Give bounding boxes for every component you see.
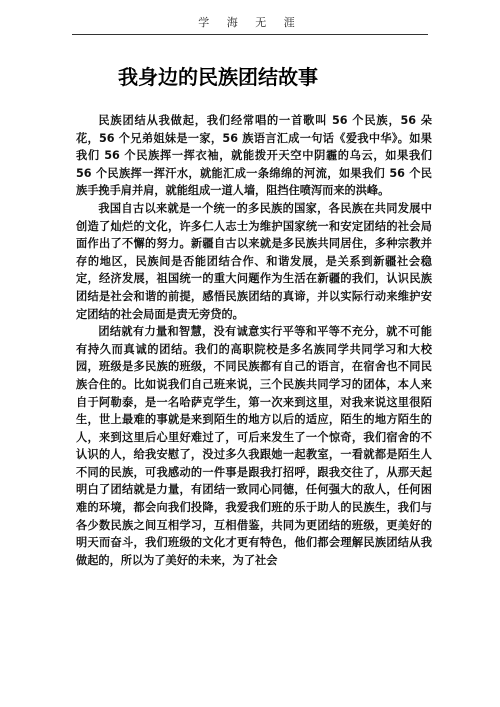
header-rule — [72, 34, 428, 35]
paragraph-2: 我国自古以来就是一个统一的多民族的国家，各民族在共同发展中创造了灿烂的文化，许多仁人志士为维护国家统一和安定团结的社会局面作出了不懈的努力。新疆自古以来就是多民族共同居住，多种宗教并存的地区，民族间是否能团结合作、和谐发展，是关系到新疆社会稳定，经济发展，祖国统一的重大问题作为生活在新疆的我们，认识民族团结是社会和谐的前提，感悟民族团结的真谛，并以实际行动来维护安定团结的社会局面是责无旁贷的。 — [76, 201, 432, 321]
document-title: 我身边的民族团结故事 — [118, 65, 318, 89]
paragraph-3: 团结就有力量和智慧，没有诚意实行平等和平等不充分，就不可能有持久而真诚的团结。我们的高职院校是多名族同学共同学习和大校园，班级是多民族的班级，不同民族都有自己的语言，在宿舍也不同民族合住的。比如说我们自己班来说，三个民族共同学习的团体，本人来自于阿勒泰，是一名哈萨克学生，第一次来到这里，对我来说这里很陌生，世上最难的事就是来到陌生的地方以后的适应，陌生的地方陌生的人，来到这里后心里好难过了，可后来发生了一个惊奇，我们宿舍的不认识的人，给我安慰了，没过多久我跟她一起教室，一看就都是陌生人不同的民族，可我感动的一件事是跟我打招呼，跟我交往了，从那天起明白了团结就是力量，有团结一致同心同德，任何强大的敌人，任何困难的环境，都会向我们投降，我爱我们班的乐于助人的民族生，我们与各少数民族之间互相学习，互相借鉴，共同为更团结的班级，更美好的明天而奋斗，我们班级的文化才更有特色，他们都会理解民族团结从我做起的，所以为了美好的未来，为了社会 — [76, 325, 432, 567]
paragraph-1: 民族团结从我做起，我们经常唱的一首歌叫 56 个民族，56 朵花，56 个兄弟姐妹是一家，56 族语言汇成一句话《爱我中华》。如果我们 56 个民族挥一挥衣袖，就能拨开天空中阴霾的乌云，如果我们 56 个民族挥一挥汗水，就能汇成一条绵绵的河流，如果我们 56 个民族手挽手肩并肩，就能组成一道人墙，阻挡住喷泻而来的洪峰。 — [76, 114, 432, 198]
document-body — [76, 112, 432, 569]
page-header: 学 海 无 涯 — [198, 16, 302, 29]
